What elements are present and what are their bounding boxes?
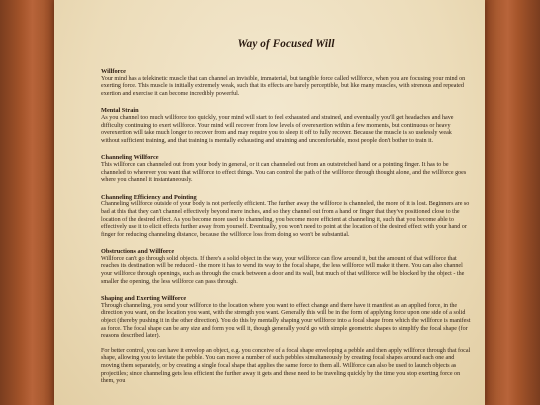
section-paragraph: For better control, you can have it envelop an object, e.g. you conceive of a focal shape enveloping a pebble and then apply willforce through that focal shape, allowing you to levitate the pebble. You can move a number of such pebbles simultaneously by creating focal shapes around each one and moving them separately, or by creating a single focal shape that applies the same force to them all. Willforce can also be used to launch objects as projectiles; since channeling gets less efficient the further away it gets and these need to be traveling quickly by the time you stop exerting force on them, you xyxy=(101,347,471,385)
section-paragraph: Your mind has a telekinetic muscle that can channel an invisible, immaterial, but tangible force called willforce, when you are focusing your mind on exerting force. This muscle is initially extremely weak, such that its effects are barely perceptible, but like many muscles, with strenous and repeated exertion and exercise it can become incredibly powerful. xyxy=(101,75,466,97)
section-channeling-willforce xyxy=(101,154,471,184)
section-heading: Channeling Willforce xyxy=(101,154,159,162)
section-channeling-efficiency xyxy=(101,194,471,240)
section-willforce xyxy=(101,68,471,98)
section-mental-strain xyxy=(101,107,471,145)
section-paragraph: Through channeling, you send your willforce to the location where you want to effect change and there have it manifest as an applied force, in the direction you want, on the location you want, with the strength you want. Generally this will be in the form of applying force upon one side of a solid object (thereby pushing it in the other direction). You do this by mentally shaping your willforce into a focal shape from which the willforce is manifest as force. The focal shape can be any size and form you will it, though generally you'd go with simple geometric shapes to simplify the focal shape (for reasons described later). xyxy=(101,302,471,340)
section-heading: Channeling Efficiency and Pointing xyxy=(101,193,197,201)
section-obstructions xyxy=(101,248,471,286)
section-heading: Willforce xyxy=(101,68,126,75)
section-heading: Obstructions and Willforce xyxy=(101,248,175,256)
section-shaping xyxy=(101,295,471,386)
section-paragraph: As you channel too much willforce too quickly, your mind will start to feel exhausted and strained, and eventually you'll get headaches and have difficulty continuing to exert willforce. Your mind will recover from low levels of overexertion within a few moments, but continuous or heavy overexertion will take much longer to recover from and may require you to sleep it off to fully recover. Because the muscle is so uselessly weak without sufficient training, and that training is mentally exhausting and straining and uncomfortable, most people don't bother to train it. xyxy=(101,114,454,144)
section-paragraph: This willforce can channeled out from your body in general, or it can channeled out from an outstretched hand or a pointing finger. It has to be channeled to wherever you want that willforce to effect things. You can control the path of the willforce through thought alone, and the willforce goes where you channel it instantaneously. xyxy=(101,161,467,184)
section-paragraph: Willforce can't go through solid objects. If there's a solid object in the way, your willforce can flow around it, but the amount of that willforce that reaches its destination will be reduced - the more it has to wend its way to the focal shape, the less willforce will make it there. You can also channel your willforce through openings, such as through the crack between a door and its wall, but much of that willforce will be blocked by the object - the smaller the opening, the less willforce can pass through. xyxy=(101,255,465,285)
section-heading: Shaping and Exerting Willforce xyxy=(101,295,187,303)
section-paragraph: Channeling willforce outside of your body is not perfectly efficient. The further away the willforce is channeled, the more of it is lost. Beginners are so bad at this that they can't channel effectively beyond mere inches, and so they channel out from a hand or finger that they've positioned close to the location of the desired effect. As you become more used to channeling, you become more efficient at channeling it, such that you become able to effectively use it to elicit effects further away from yourself. Eventually, you won't need to point at the location of the desired effect with your hand or finger for reducing channeling distance, because the willforce loss from doing so won't be substantial. xyxy=(101,201,470,238)
document-page xyxy=(54,0,485,405)
document-body xyxy=(54,0,485,386)
page-title: Way of Focused Will xyxy=(237,38,335,50)
section-heading: Mental Strain xyxy=(101,107,139,115)
